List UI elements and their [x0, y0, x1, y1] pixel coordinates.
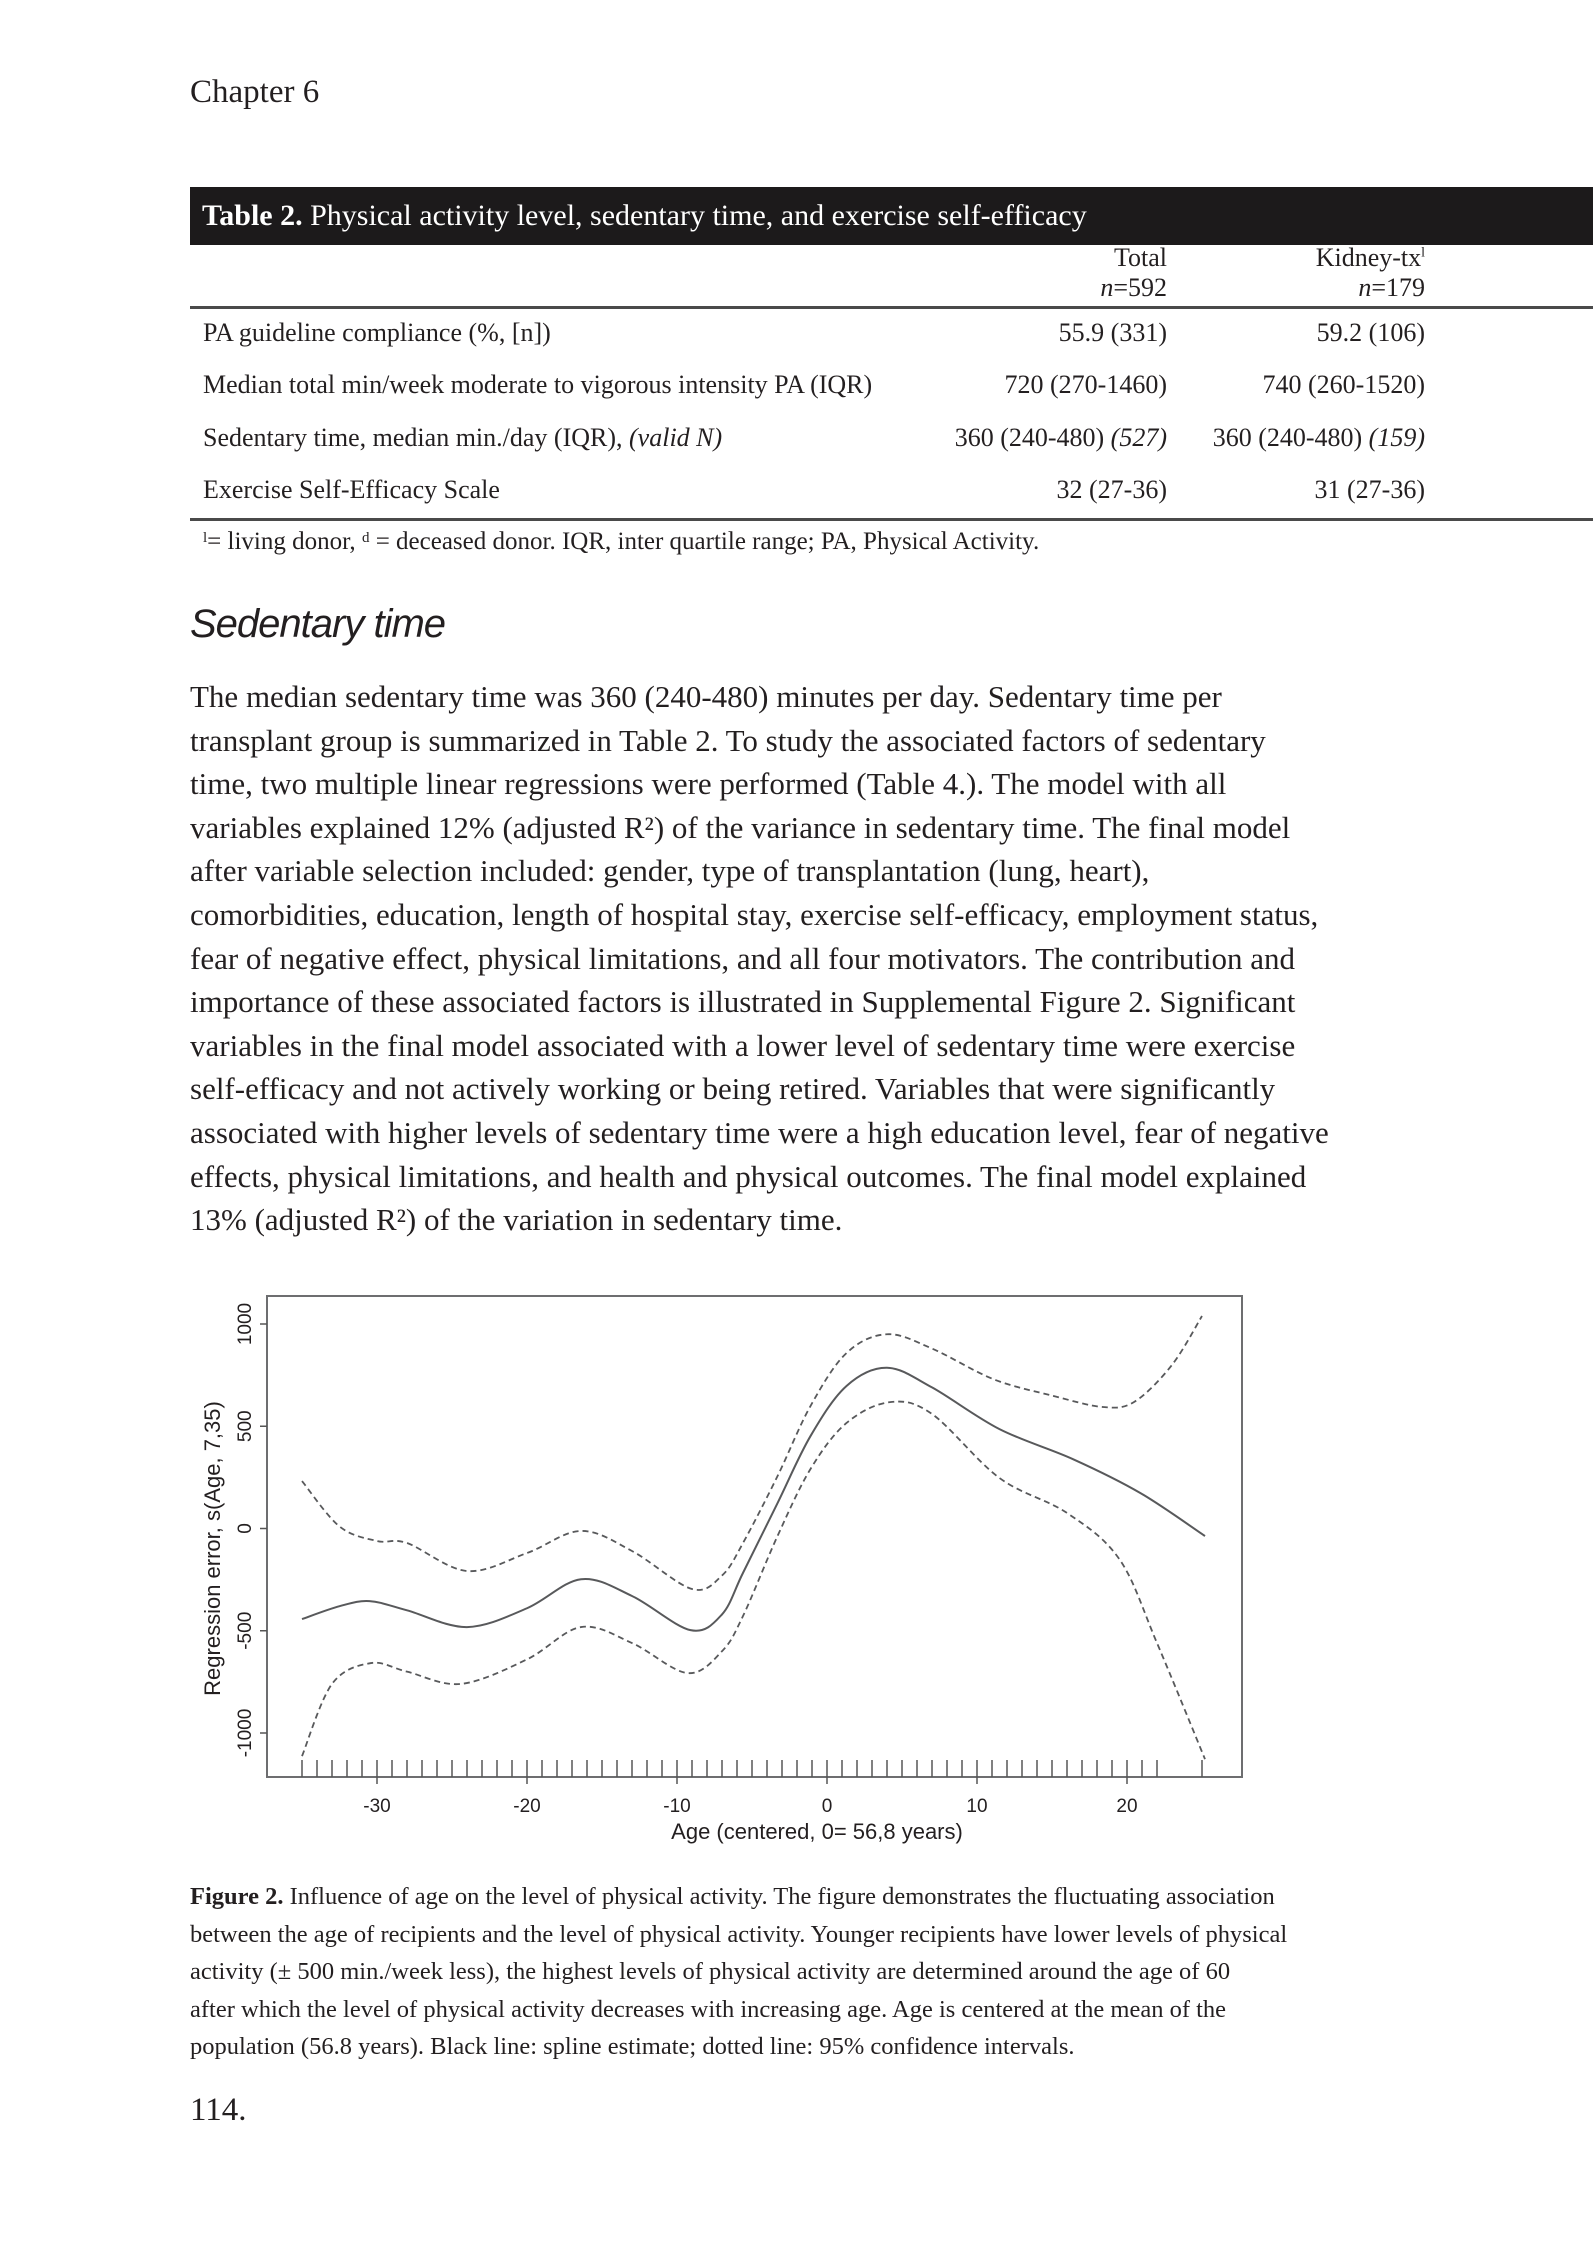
table-cell-kidney: 360 (240-480) (159) — [1212, 423, 1425, 452]
x-tick-label: 20 — [1116, 1796, 1138, 1817]
column-header-n: n=179 — [1358, 273, 1425, 302]
body-line: self-efficacy and not actively working or being retired. Variables that were significantly — [190, 1071, 1276, 1107]
column-header-total — [867, 243, 1167, 303]
page-number: 114. — [190, 2092, 247, 2128]
caption-label: Figure 2. — [190, 1883, 284, 1910]
column-header-n: n=592 — [1100, 273, 1167, 302]
y-tick-label: -1000 — [235, 1708, 256, 1758]
caption-line: population (56.8 years). Black line: spline estimate; dotted line: 95% confidence intervals. — [190, 2033, 1075, 2060]
figure-caption — [190, 1878, 1420, 2066]
caption-line: activity (± 500 min./week less), the highest levels of physical activity are determined around the age of 60 — [190, 1958, 1231, 1985]
table-row-label: PA guideline compliance (%, [n]) — [203, 318, 551, 347]
body-paragraph — [190, 675, 1390, 1242]
table-title-bar — [190, 187, 1593, 245]
body-line: importance of these associated factors is illustrated in Supplemental Figure 2. Significant — [190, 984, 1296, 1020]
body-line: time, two multiple linear regressions were performed (Table 4.). The model with all — [190, 766, 1227, 802]
ci-upper-line — [302, 1316, 1202, 1590]
body-line: fear of negative effect, physical limitations, and all four motivators. The contribution and — [190, 940, 1296, 976]
table-title: Physical activity level, sedentary time, and exercise self-efficacy — [310, 199, 1087, 232]
column-header-kidney — [1125, 243, 1425, 303]
y-tick-label: -500 — [235, 1611, 256, 1650]
table-row-label: Sedentary time, median min./day (IQR), (valid N) — [203, 423, 723, 452]
x-tick-label: 0 — [821, 1796, 833, 1817]
plot-frame — [267, 1296, 1242, 1777]
table-cell-total: 55.9 (331) — [1058, 318, 1167, 347]
x-tick-label: -20 — [513, 1796, 541, 1817]
table-label: Table 2. — [202, 199, 303, 232]
body-line: variables explained 12% (adjusted R²) of the variance in sedentary time. The final model — [190, 809, 1291, 845]
table-footnote: $^l$= living donor, $^d$ = deceased donor. IQR, inter quartile range; PA, Physical Activity. — [203, 528, 1040, 555]
caption-line: between the age of recipients and the level of physical activity. Younger recipients have lower levels of physical — [190, 1920, 1288, 1948]
body-line: The median sedentary time was 360 (240-480) minutes per day. Sedentary time per — [190, 679, 1222, 714]
y-axis-label: Regression error, s(Age, 7,35) — [200, 1401, 225, 1696]
y-tick-label: 0 — [235, 1523, 256, 1534]
body-line: after variable selection included: gender, type of transplantation (lung, heart), — [190, 853, 1150, 889]
table-cell-kidney: 31 (27-36) — [1314, 475, 1425, 504]
table-cell-kidney: 740 (260-1520) — [1262, 370, 1425, 399]
table-cell-kidney: 59.2 (106) — [1316, 318, 1425, 347]
column-header-name: Total — [1113, 243, 1167, 272]
table-cell-total: 360 (240-480) (527) — [954, 423, 1167, 452]
x-tick-label: 10 — [966, 1796, 988, 1817]
section-heading: Sedentary time — [190, 602, 446, 646]
body-line: transplant group is summarized in Table 2. To study the associated factors of sedentary — [190, 722, 1266, 758]
caption-line: after which the level of physical activity decreases with increasing age. Age is centered at the mean of the — [190, 1995, 1227, 2023]
body-line: associated with higher levels of sedentary time were a high education level, fear of negative — [190, 1114, 1329, 1150]
table-cell-total: 32 (27-36) — [1056, 475, 1167, 504]
age-spline-chart — [180, 1280, 1260, 1860]
body-line: 13% (adjusted R²) of the variation in sedentary time. — [190, 1202, 843, 1238]
x-tick-label: -30 — [363, 1796, 391, 1817]
table-header-rule — [190, 306, 1593, 309]
y-tick-label: 500 — [235, 1410, 256, 1443]
table-row-label: Median total min/week moderate to vigorous intensity PA (IQR) — [203, 370, 873, 399]
chapter-header: Chapter 6 — [190, 74, 320, 110]
y-tick-label: 1000 — [235, 1302, 256, 1346]
column-header-name: Kidney-$tx^l$ — [1315, 243, 1425, 272]
body-line: effects, physical limitations, and health and physical outcomes. The final model explained — [190, 1158, 1307, 1194]
x-tick-label: -10 — [663, 1796, 691, 1817]
caption-line: Figure 2. Influence of age on the level of physical activity. The figure demonstrates the fluctuating association — [190, 1883, 1275, 1910]
body-line: comorbidities, education, length of hospital stay, exercise self-efficacy, employment status, — [190, 896, 1319, 932]
table-cell-total: 720 (270-1460) — [1004, 370, 1167, 399]
table-bottom-rule — [190, 518, 1593, 521]
body-line: variables in the final model associated with a lower level of sedentary time were exercise — [190, 1027, 1296, 1063]
table-row-label: Exercise Self-Efficacy Scale — [203, 475, 500, 504]
spline-estimate-line — [302, 1368, 1205, 1631]
ci-lower-line — [302, 1402, 1205, 1760]
x-axis-label: Age (centered, 0= 56,8 years) — [671, 1819, 963, 1844]
